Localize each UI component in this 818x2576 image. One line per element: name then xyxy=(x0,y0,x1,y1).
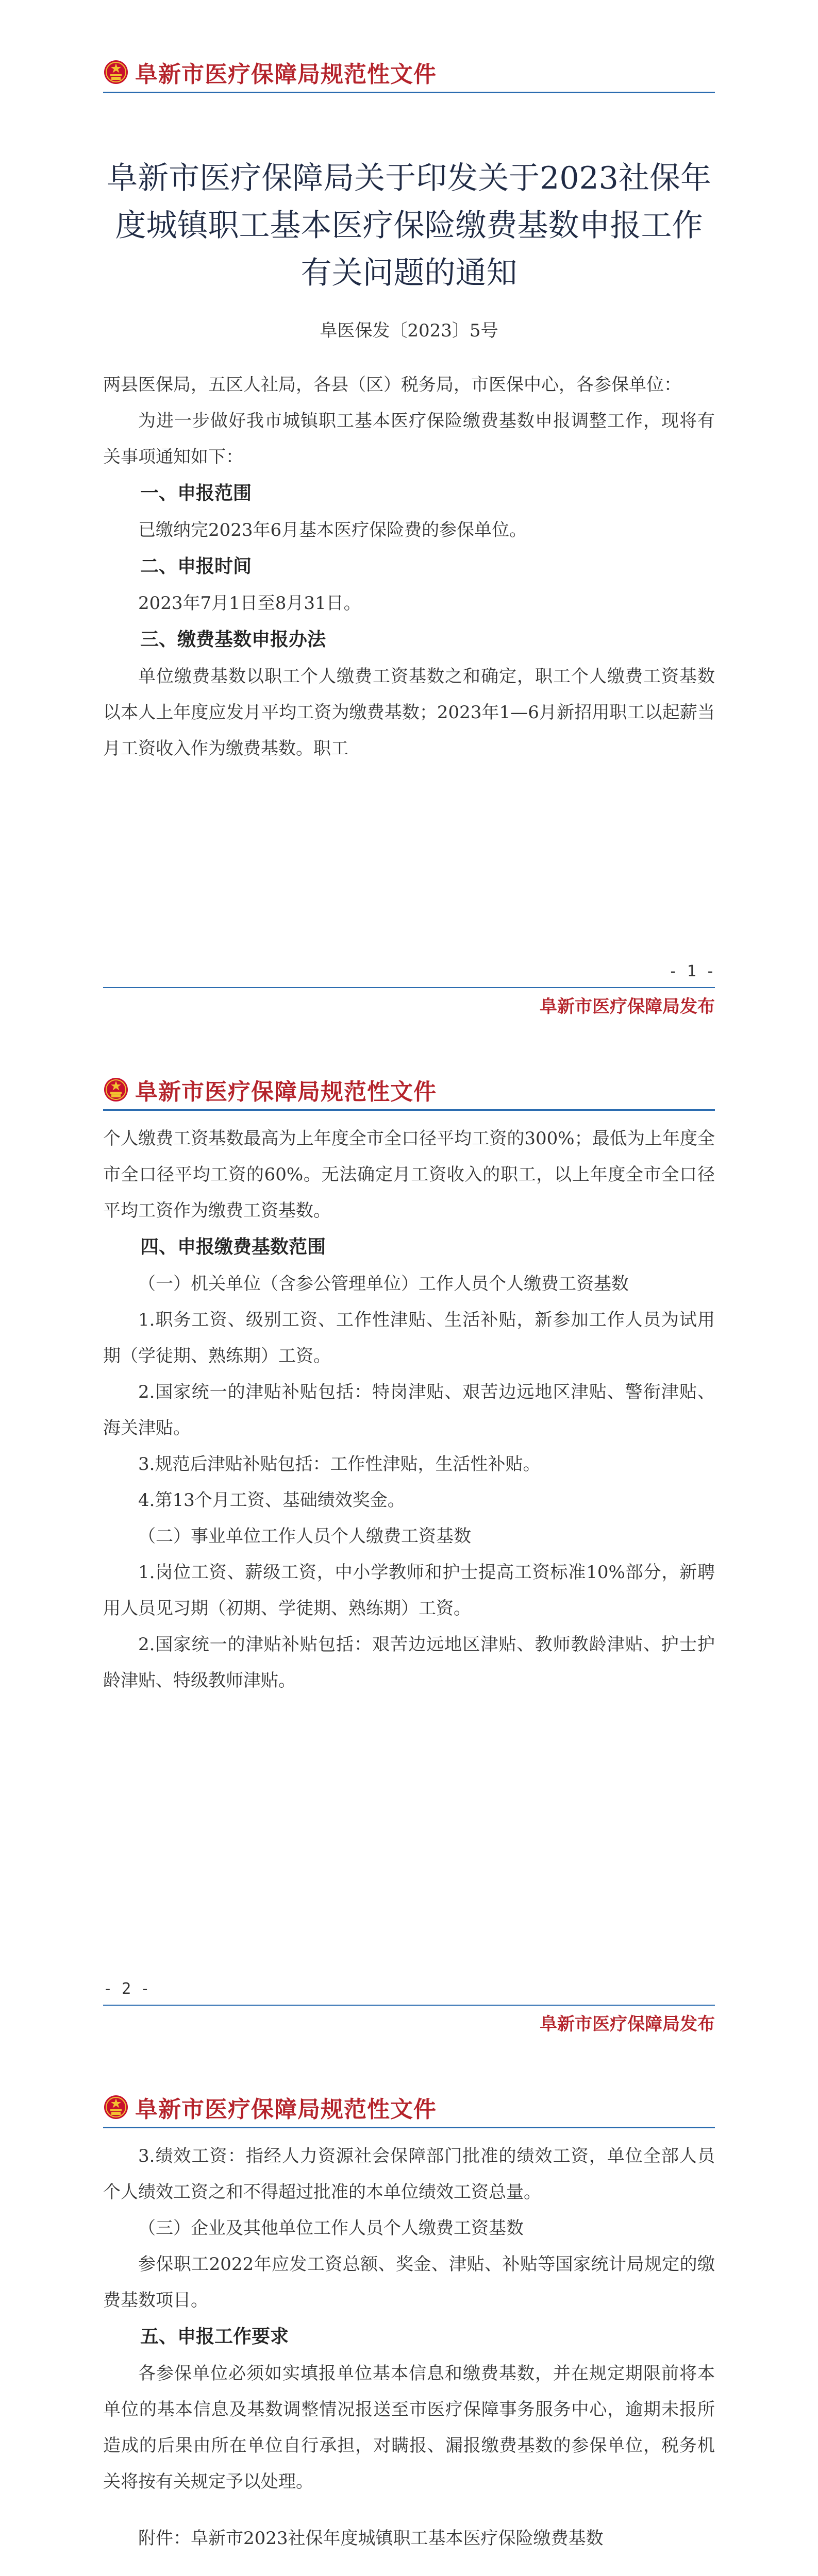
footer-divider xyxy=(103,987,715,988)
addressee: 两县医保局，五区人社局，各县（区）税务局，市医保中心，各参保单位： xyxy=(103,375,681,395)
doc-header xyxy=(103,1073,437,1106)
subsection-2-heading: （二）事业单位工作人员个人缴费工资基数 xyxy=(138,1526,471,1547)
section-1-heading: 一、申报范围 xyxy=(140,483,252,504)
list-item: 1.岗位工资、薪级工资，中小学教师和护士提高工资标准10%部分，新聘用人员见习期（初期、学徒期、熟练期）工资。 xyxy=(103,1562,715,1619)
list-item: 2.国家统一的津贴补贴包括：艰苦边远地区津贴、教师教龄津贴、护士护龄津贴、特级教师津贴。 xyxy=(103,1634,715,1691)
list-item: 3.规范后津贴补贴包括：工作性津贴，生活性补贴。 xyxy=(138,1454,541,1475)
list-item: 2.国家统一的津贴补贴包括：特岗津贴、艰苦边远地区津贴、警衔津贴、海关津贴。 xyxy=(103,1382,715,1438)
national-emblem-icon xyxy=(103,59,129,85)
page-2 xyxy=(0,1018,818,2035)
doc-header xyxy=(103,56,437,89)
header-title: 阜新市医疗保障局规范性文件 xyxy=(135,61,437,88)
list-item: 4.第13个月工资、基础绩效奖金。 xyxy=(138,1490,405,1511)
header-divider xyxy=(103,92,715,93)
header-title: 阜新市医疗保障局规范性文件 xyxy=(135,1079,437,1105)
header-divider xyxy=(103,1109,715,1111)
page-number: - 1 - xyxy=(668,962,715,980)
footer-publisher: 阜新市医疗保障局发布 xyxy=(540,2014,715,2035)
footer-divider xyxy=(103,2005,715,2006)
national-emblem-icon xyxy=(103,1077,129,1103)
section-1-text: 已缴纳完2023年6月基本医疗保险费的参保单位。 xyxy=(138,520,527,540)
intro-paragraph: 为进一步做好我市城镇职工基本医疗保险缴费基数申报调整工作，现将有关事项通知如下： xyxy=(103,411,715,467)
page-1-body xyxy=(103,108,715,767)
section-3-heading: 三、缴费基数申报办法 xyxy=(140,629,326,650)
section-4-heading: 四、申报缴费基数范围 xyxy=(140,1236,326,1258)
doc-header xyxy=(103,2091,437,2124)
header-title: 阜新市医疗保障局规范性文件 xyxy=(135,2096,437,2123)
page-number: - 2 - xyxy=(103,1980,150,1998)
list-item: 3.绩效工资：指经人力资源社会保障部门批准的绩效工资，单位全部人员个人绩效工资之和不得超过批准的本单位绩效工资总量。 xyxy=(103,2146,715,2202)
continued-paragraph: 个人缴费工资基数最高为上年度全市全口径平均工资的300%；最低为上年度全市全口径平均工资的60%。无法确定月工资收入的职工，以上年度全市全口径平均工资作为缴费工资基数。 xyxy=(103,1128,715,1221)
notice-title: 阜新市医疗保障局关于印发关于2023社保年度城镇职工基本医疗保险缴费基数申报工作有关问题的通知 xyxy=(107,160,711,291)
section-3-text: 单位缴费基数以职工个人缴费工资基数之和确定，职工个人缴费工资基数以本人上年度应发月平均工资为缴费基数；2023年1—6月新招用职工以起薪当月工资收入作为缴费基数。职工 xyxy=(103,666,715,759)
page-3-body xyxy=(103,2138,715,2576)
subsection-1-heading: （一）机关单位（含参公管理单位）工作人员个人缴费工资基数 xyxy=(138,1274,629,1294)
section-5-heading: 五、申报工作要求 xyxy=(140,2326,289,2347)
attachment-note: 附件：阜新市2023社保年度城镇职工基本医疗保险缴费基数 xyxy=(138,2528,604,2549)
page-1 xyxy=(0,0,818,1018)
subsection-3-text: 参保职工2022年应发工资总额、奖金、津贴、补贴等国家统计局规定的缴费基数项目。 xyxy=(103,2254,715,2311)
section-5-text: 各参保单位必须如实填报单位基本信息和缴费基数，并在规定期限前将本单位的基本信息及基数调整情况报送至市医疗保障事务服务中心，逾期未报所造成的后果由所在单位自行承担，对瞒报、漏报缴费基数的参保单位，税务机关将按有关规定予以处理。 xyxy=(103,2363,715,2492)
subsection-3-heading: （三）企业及其他单位工作人员个人缴费工资基数 xyxy=(138,2218,524,2239)
document-number: 阜医保发〔2023〕5号 xyxy=(320,320,498,341)
section-2-heading: 二、申报时间 xyxy=(140,556,252,577)
page-3 xyxy=(0,2035,818,2576)
header-divider xyxy=(103,2127,715,2128)
section-2-text: 2023年7月1日至8月31日。 xyxy=(138,593,361,614)
national-emblem-icon xyxy=(103,2094,129,2120)
page-2-body xyxy=(103,1121,715,1699)
footer-publisher: 阜新市医疗保障局发布 xyxy=(540,996,715,1017)
list-item: 1.职务工资、级别工资、工作性津贴、生活补贴，新参加工作人员为试用期（学徒期、熟练期）工资。 xyxy=(103,1310,715,1366)
